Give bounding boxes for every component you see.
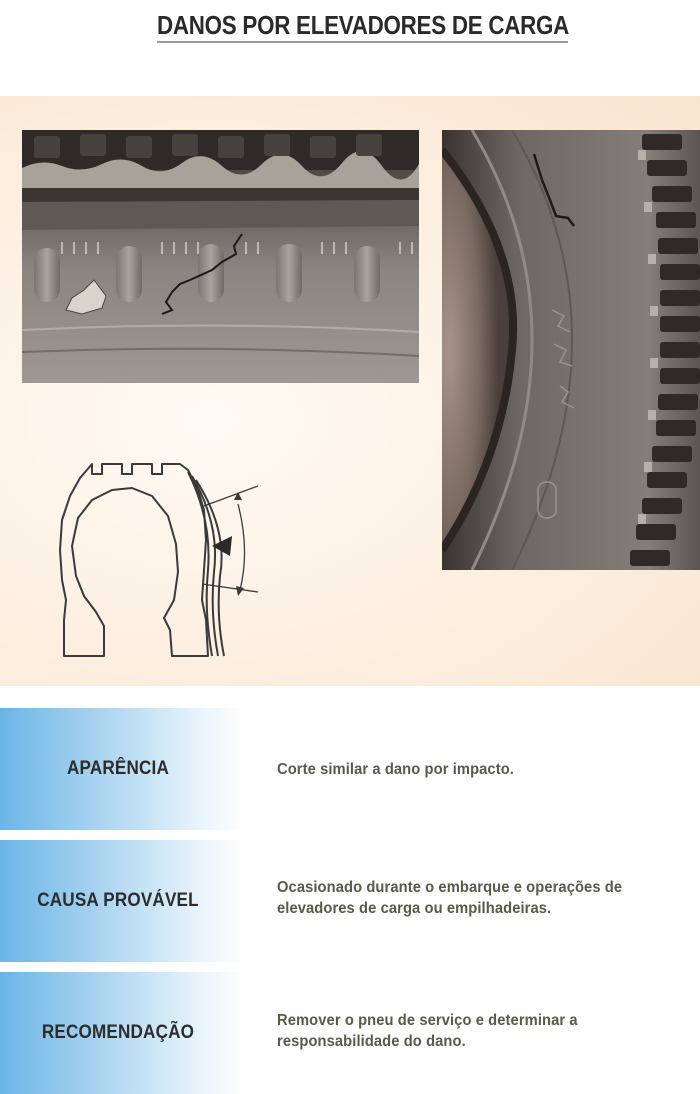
page-title: DANOS POR ELEVADORES DE CARGA <box>157 10 570 40</box>
section-label: APARÊNCIA <box>66 758 170 779</box>
tire-section-photo <box>442 130 700 570</box>
section-text: Remover o pneu de serviço e determinar a responsabilidade do dano. <box>277 1012 578 1050</box>
section-appearance <box>0 708 700 830</box>
section-text: Corte similar a dano por impacto. <box>277 761 514 778</box>
section-text: Ocasionado durante o embarque e operações de elevadores de carga ou empilhadeiras. <box>277 879 623 917</box>
title-underline <box>157 41 568 43</box>
section-label-cell <box>0 972 245 1094</box>
tire-cross-section-diagram <box>52 460 266 666</box>
photo-panel <box>0 96 700 686</box>
section-label: CAUSA PROVÁVEL <box>37 890 199 911</box>
section-label-cell <box>0 708 245 830</box>
section-label: RECOMENDAÇÃO <box>41 1022 195 1043</box>
section-recommendation <box>0 972 700 1094</box>
tire-sidewall-photo <box>22 130 419 383</box>
header <box>0 0 700 96</box>
section-label-cell <box>0 840 245 962</box>
section-probable-cause <box>0 840 700 962</box>
